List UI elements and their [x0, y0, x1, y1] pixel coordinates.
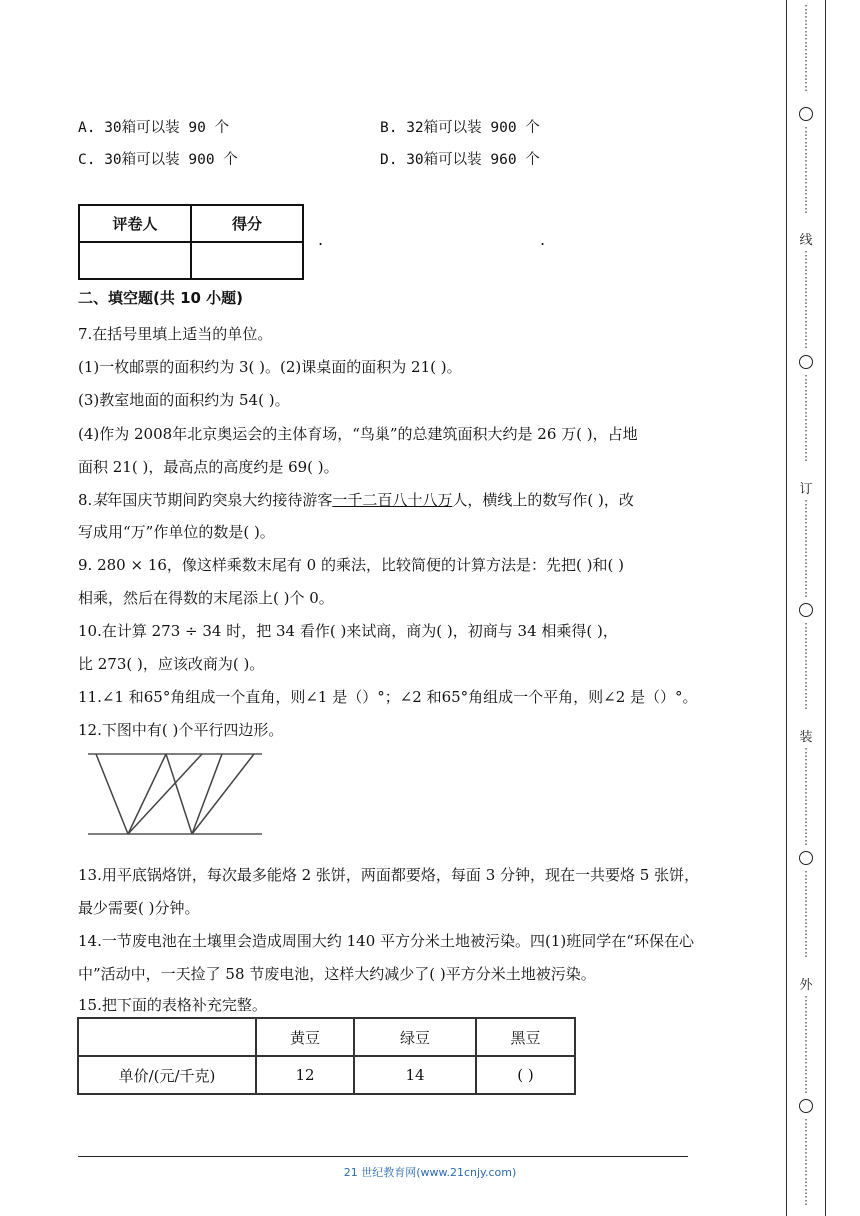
binding-dots: ⋮ ⋮ ⋮ ⋮ ⋮ ⋮ ⋮ ⋮ — [800, 125, 812, 215]
score-cell — [191, 242, 303, 279]
q14-line2: 中”活动中，一天捡了 58 节废电池，这样大约减少了( )平方分米土地被污染。 — [78, 965, 596, 983]
score-header: 得分 — [191, 205, 303, 242]
binding-circle — [799, 107, 813, 121]
binding-dots: ⋮ ⋮ ⋮ ⋮ ⋮ ⋮ ⋮ ⋮ — [800, 3, 812, 93]
score-table — [78, 204, 304, 280]
q11: 11.∠1 和65°角组成一个直角，则∠1 是（）°；∠2 和65°角组成一个平角，则∠2 是（）°。 — [78, 688, 698, 706]
q10-line1: 10.在计算 273 ÷ 34 时，把 34 看作( )来试商，商为( )，初商与 34 相乘得( )， — [78, 622, 618, 640]
bean-value-black: ( ) — [476, 1056, 575, 1094]
binding-char-xian: 线 — [799, 233, 813, 248]
figure-segment — [128, 754, 202, 834]
bean-value-soybean: 12 — [256, 1056, 354, 1094]
binding-strip — [786, 0, 826, 1216]
figure-segment — [96, 754, 128, 834]
binding-char-ding: 订 — [799, 482, 813, 497]
footer-text: 21 世纪教育网(www.21cnjy.com) — [343, 1166, 517, 1179]
parallelogram-figure — [86, 752, 264, 838]
section-title: 二、填空题(共 10 小题) — [78, 289, 244, 307]
footer-rule — [78, 1156, 688, 1157]
binding-circle — [799, 851, 813, 865]
bean-price-table — [77, 1017, 576, 1095]
q14-line1: 14.一节废电池在土壤里会造成周围大约 140 平方分米土地被污染。四(1)班同学在“环保在心 — [78, 932, 694, 950]
q8-text-end: 人，横线上的数写作( )，改 — [452, 491, 634, 509]
figure-segment — [192, 754, 222, 834]
binding-char-zhuang: 装 — [799, 730, 813, 745]
q7-title: 7.在括号里填上适当的单位。 — [78, 325, 273, 343]
option-c: C. 30箱可以装 900 个 — [78, 152, 238, 168]
q15: 15.把下面的表格补充完整。 — [78, 996, 267, 1014]
binding-dots: ⋮ ⋮ ⋮ ⋮ ⋮ ⋮ ⋮ ⋮ — [800, 621, 812, 711]
bean-header-empty — [78, 1018, 256, 1056]
bean-row-label: 单价/(元/千克) — [78, 1056, 256, 1094]
q12: 12.下图中有( )个平行四边形。 — [78, 721, 284, 739]
option-a: A. 30箱可以装 90 个 — [78, 120, 230, 136]
grader-header: 评卷人 — [79, 205, 191, 242]
binding-circle — [799, 603, 813, 617]
q9-line1: 9. 280 × 16，像这样乘数末尾有 0 的乘法，比较简便的计算方法是：先把( )和( ) — [78, 556, 624, 574]
binding-char-wai: 外 — [799, 978, 813, 993]
q8-text: 年国庆节期间趵突泉大约接待游客 — [107, 491, 333, 509]
q13-line1: 13.用平底锅烙饼，每次最多能烙 2 张饼，两面都要烙，每面 3 分钟，现在一共要烙 5 张饼， — [78, 866, 700, 884]
q10-line2: 比 273( )，应该改商为( )。 — [78, 655, 265, 673]
stray-dot-1: . — [318, 230, 324, 249]
bean-header-black: 黑豆 — [476, 1018, 575, 1056]
bean-header-soybean: 黄豆 — [256, 1018, 354, 1056]
figure-segment — [128, 754, 166, 834]
binding-circle — [799, 355, 813, 369]
q8-line2: 写成用“万”作单位的数是( )。 — [78, 523, 275, 541]
q7-part1: (1)一枚邮票的面积约为 3( )。(2)课桌面的面积为 21( )。 — [78, 358, 462, 376]
binding-dots: ⋮ ⋮ ⋮ ⋮ ⋮ ⋮ ⋮ ⋮ — [800, 869, 812, 959]
q7-part4-line2: 面积 21( )，最高点的高度约是 69( )。 — [78, 458, 339, 476]
binding-dots: ⋮ ⋮ ⋮ ⋮ ⋮ ⋮ ⋮ ⋮ ⋮ — [800, 994, 812, 1095]
stray-dot-2: . — [540, 230, 546, 249]
option-d: D. 30箱可以装 960 个 — [380, 152, 540, 168]
q7-part3: (3)教室地面的面积约为 54( )。 — [78, 391, 290, 409]
q8-number: 8. — [78, 491, 93, 509]
binding-dots: ⋮ ⋮ ⋮ ⋮ ⋮ ⋮ ⋮ ⋮ — [800, 373, 812, 463]
binding-circle — [799, 1099, 813, 1113]
figure-segment — [192, 754, 254, 834]
q13-line2: 最少需要( )分钟。 — [78, 899, 200, 917]
bean-header-mung: 绿豆 — [354, 1018, 476, 1056]
binding-dots: ⋮ ⋮ ⋮ ⋮ ⋮ ⋮ ⋮ ⋮ ⋮ — [800, 249, 812, 350]
binding-dots: ⋮ ⋮ ⋮ ⋮ ⋮ ⋮ ⋮ ⋮ — [800, 1117, 812, 1207]
q8-line1 — [78, 489, 634, 511]
q8-underlined-number: 一千二百八十八万 — [332, 491, 453, 509]
q8-year-char: 某 — [92, 491, 108, 509]
bean-value-mung: 14 — [354, 1056, 476, 1094]
option-b: B. 32箱可以装 900 个 — [380, 120, 540, 136]
q9-line2: 相乘，然后在得数的末尾添上( )个 0。 — [78, 589, 334, 607]
binding-dots: ⋮ ⋮ ⋮ ⋮ ⋮ ⋮ ⋮ ⋮ ⋮ — [800, 498, 812, 599]
binding-dots: ⋮ ⋮ ⋮ ⋮ ⋮ ⋮ ⋮ ⋮ ⋮ — [800, 746, 812, 847]
q7-part4-line1: (4)作为 2008年北京奥运会的主体育场，“鸟巢”的总建筑面积大约是 26 万( )，占地 — [78, 425, 638, 443]
figure-segment — [166, 754, 192, 834]
grader-cell — [79, 242, 191, 279]
